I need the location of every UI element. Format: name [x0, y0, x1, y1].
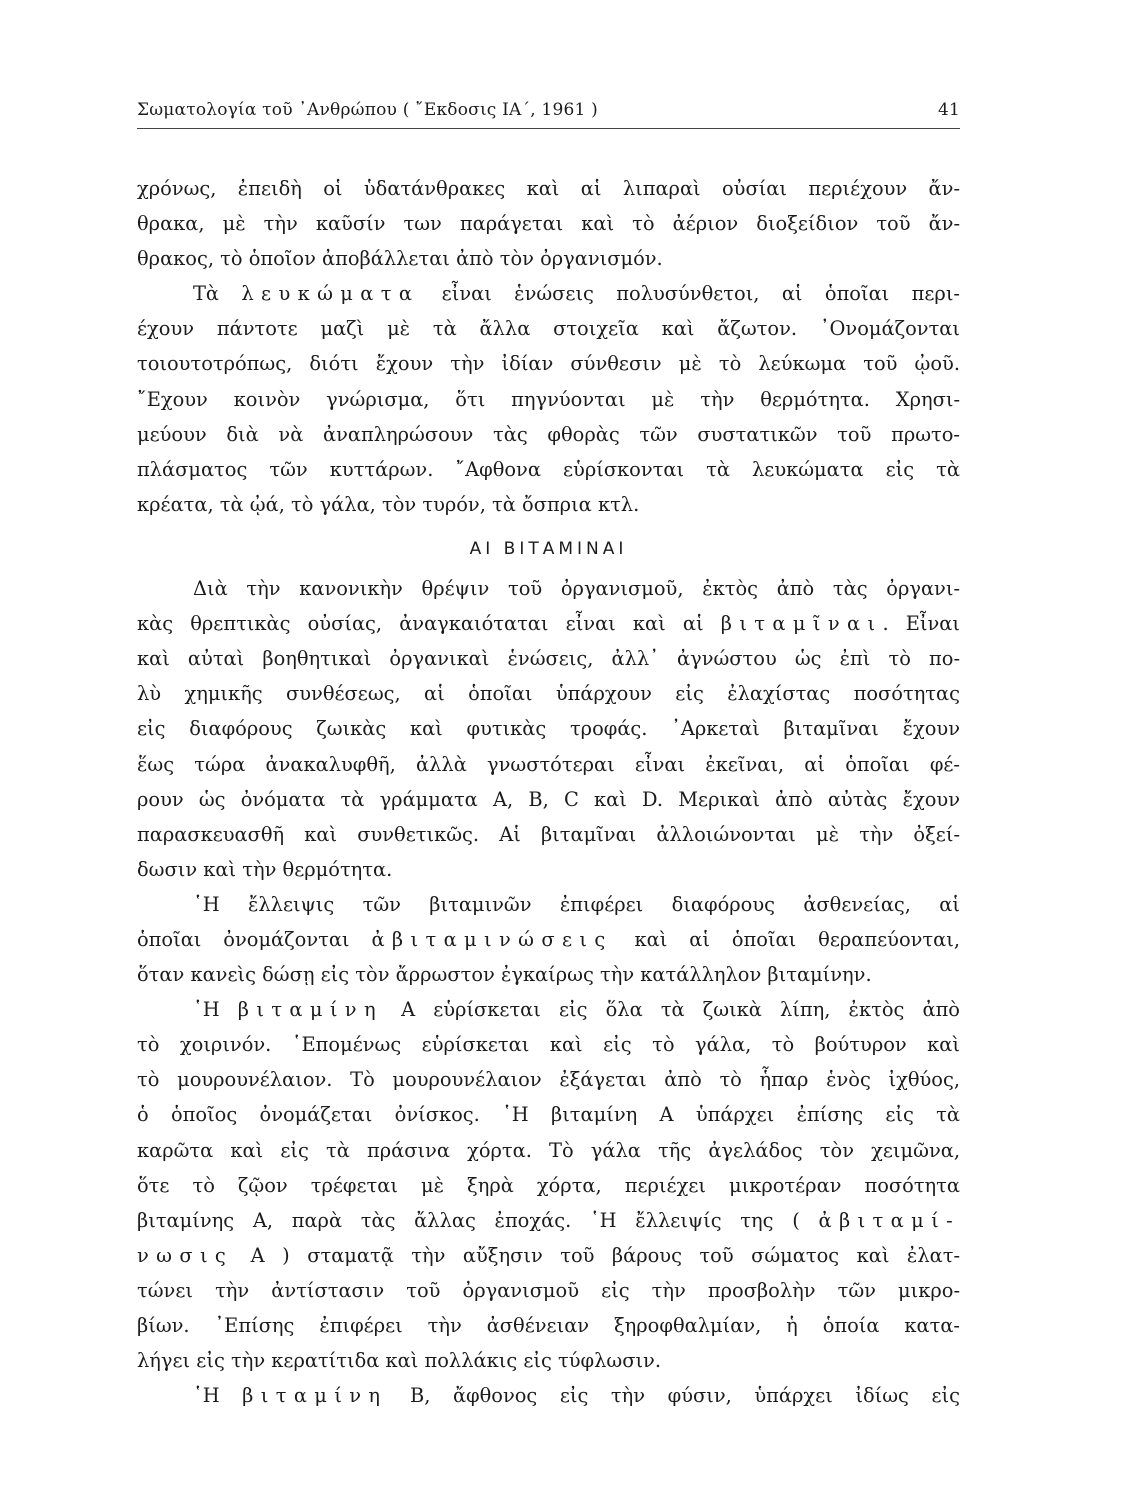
text-line: τὸ χοιρινόν. ῾Επομένως εὑρίσκεται καὶ εἰς τὸ γάλα, τὸ βούτυρον καὶ [137, 1033, 960, 1057]
text-line: ὅταν κανεὶς δώσῃ εἰς τὸν ἄρρωστον ἐγκαίρως τὴν κατάλληλον βιταμίνην. [137, 963, 872, 987]
text-line: δωσιν καὶ τὴν θερμότητα. [137, 857, 393, 881]
text-line: Διὰ τὴν κανονικὴν θρέψιν τοῦ ὀργανισμοῦ, ἐκτὸς ἀπὸ τὰς ὀργανι- [193, 577, 960, 601]
spaced-term: ἀβιταμί- [818, 1208, 960, 1232]
text-line: θρακος, τὸ ὁποῖον ἀποβάλλεται ἀπὸ τὸν ὀργανισμόν. [137, 247, 663, 271]
text-line: κρέατα, τὰ ᾠά, τὸ γάλα, τὸν τυρόν, τὰ ὄσπρια κτλ. [137, 492, 640, 516]
text-line: ῾Η βιταμίνη B, ἄφθονος εἰς τὴν φύσιν, ὑπάρχει ἰδίως εἰς [193, 1384, 960, 1408]
text-line: χρόνως, ἐπειδὴ οἱ ὑδατάνθρακες καὶ αἱ λιπαραὶ οὐσίαι περιέχουν ἄν- [137, 177, 960, 200]
text-line: ἕως τώρα ἀνακαλυφθῆ, ἀλλὰ γνωστότεραι εἶναι ἐκεῖναι, αἱ ὁποῖαι φέ- [137, 752, 960, 776]
text-line: τὸ μουρουνέλαιον. Τὸ μουρουνέλαιον ἐξάγεται ἀπὸ τὸ ἧπαρ ἑνὸς ἰχθύος, [137, 1068, 960, 1092]
spaced-term: βιταμίνη [242, 1384, 388, 1408]
text-line: λὺ χημικῆς συνθέσεως, αἱ ὁποῖαι ὑπάρχουν εἰς ἐλαχίστας ποσότητας [137, 682, 960, 706]
text-line: νωσις Α ) σταματᾷ τὴν αὔξησιν τοῦ βάρους τοῦ σώματος καὶ ἐλατ- [137, 1243, 960, 1267]
text-line: ρουν ὡς ὀνόματα τὰ γράμματα A, B, C καὶ D. Μερικαὶ ἀπὸ αὐτὰς ἔχουν [137, 787, 960, 811]
text-line: Τὰ λευκώματα εἶναι ἑνώσεις πολυσύνθετοι, αἱ ὁποῖαι περι- [193, 282, 960, 306]
text-line: πλάσματος τῶν κυττάρων. ῎Αφθονα εὑρίσκονται τὰ λευκώματα εἰς τὰ [137, 457, 960, 481]
header-rule [137, 128, 960, 129]
text-line: ὁποῖαι ὀνομάζονται ἀβιταμινώσεις καὶ αἱ ὁποῖαι θεραπεύονται, [137, 927, 961, 951]
spaced-term: βιταμίνη [237, 998, 383, 1022]
text-line: εἰς διαφόρους ζωικὰς καὶ φυτικὰς τροφάς. ᾿Αρκεταὶ βιταμῖναι ἔχουν [137, 717, 960, 741]
running-head-title: Σωματολογία τοῦ ᾿Ανθρώπου ( ῎Εκδοσις ΙΑ΄, 1961 ) [137, 100, 598, 120]
paragraph-deficiency [137, 887, 960, 992]
text-line: βιταμίνης Α, παρὰ τὰς ἄλλας ἐποχάς. ῾Η ἔλλειψίς της ( ἀβιταμί- [137, 1208, 960, 1232]
text-line: κὰς θρεπτικὰς οὐσίας, ἀναγκαιόταται εἶναι καὶ αἱ βιταμῖναι. Εἶναι [137, 612, 960, 636]
text-line: ὁ ὁποῖος ὀνομάζεται ὀνίσκος. ῾Η βιταμίνη Α ὑπάρχει ἐπίσης εἰς τὰ [137, 1103, 960, 1127]
section-heading: ΑΙ ΒΙΤΑΜΙΝΑΙ [469, 538, 628, 559]
text-line: βίων. ᾿Επίσης ἐπιφέρει τὴν ἀσθένειαν ξηροφθαλμίαν, ἡ ὁποία κατα- [137, 1314, 960, 1337]
running-head [137, 100, 960, 120]
text-line: τώνει τὴν ἀντίστασιν τοῦ ὀργανισμοῦ εἰς τὴν προσβολὴν τῶν μικρο- [137, 1278, 960, 1302]
text-line: μεύουν διὰ νὰ ἀναπληρώσουν τὰς φθορὰς τῶν συστατικῶν τοῦ πρωτο- [137, 422, 960, 446]
text-line: ῎Εχουν κοινὸν γνώρισμα, ὅτι πηγνύονται μὲ τὴν θερμότητα. Χρησι- [137, 387, 960, 411]
paragraph-vitamin-a [137, 992, 960, 1378]
text-line: θρακα, μὲ τὴν καῦσίν των παράγεται καὶ τὸ ἀέριον διοξείδιον τοῦ ἄν- [137, 212, 960, 236]
paragraph-vitamin-b [137, 1378, 960, 1413]
paragraph-proteins [137, 276, 960, 522]
spaced-term: λευκώματα [241, 282, 420, 306]
text-line: έχουν πάντοτε μαζὶ μὲ τὰ ἄλλα στοιχεῖα καὶ ἄζωτον. ᾿Ονομάζονται [137, 317, 960, 341]
spaced-term: ἀβιταμινώσεις [371, 927, 613, 951]
body-text [137, 171, 960, 1413]
paragraph-vitamins-intro [137, 571, 960, 887]
text-line: καὶ αὐταὶ βοηθητικαὶ ὀργανικαὶ ἑνώσεις, ἀλλ᾿ ἀγνώστου ὡς ἐπὶ τὸ πο- [137, 647, 960, 671]
spaced-term: βιταμῖναι [720, 612, 883, 636]
text-line: παρασκευασθῆ καὶ συνθετικῶς. Αἱ βιταμῖναι ἀλλοιώνονται μὲ τὴν ὀξεί- [137, 822, 960, 846]
text-line: λήγει εἰς τὴν κερατίτιδα καὶ πολλάκις εἰς τύφλωσιν. [137, 1349, 662, 1373]
page-number: 41 [937, 100, 960, 120]
paragraph-carbohydrates [137, 171, 960, 276]
text-line: καρῶτα καὶ εἰς τὰ πράσινα χόρτα. Τὸ γάλα τῆς ἀγελάδος τὸν χειμῶνα, [137, 1138, 960, 1162]
text-line: ὅτε τὸ ζῷον τρέφεται μὲ ξηρὰ χόρτα, περιέχει μικροτέραν ποσότητα [137, 1173, 960, 1197]
text-line: τοιουτοτρόπως, διότι ἔχουν τὴν ἰδίαν σύνθεσιν μὲ τὸ λεύκωμα τοῦ ᾠοῦ. [137, 352, 960, 376]
text-line: ῾Η βιταμίνη Α εὑρίσκεται εἰς ὅλα τὰ ζωικὰ λίπη, ἐκτὸς ἀπὸ [193, 998, 960, 1022]
text-line: ῾Η ἔλλειψις τῶν βιταμινῶν ἐπιφέρει διαφόρους ἀσθενείας, αἱ [193, 892, 960, 916]
spaced-term: νωσις [137, 1243, 234, 1267]
